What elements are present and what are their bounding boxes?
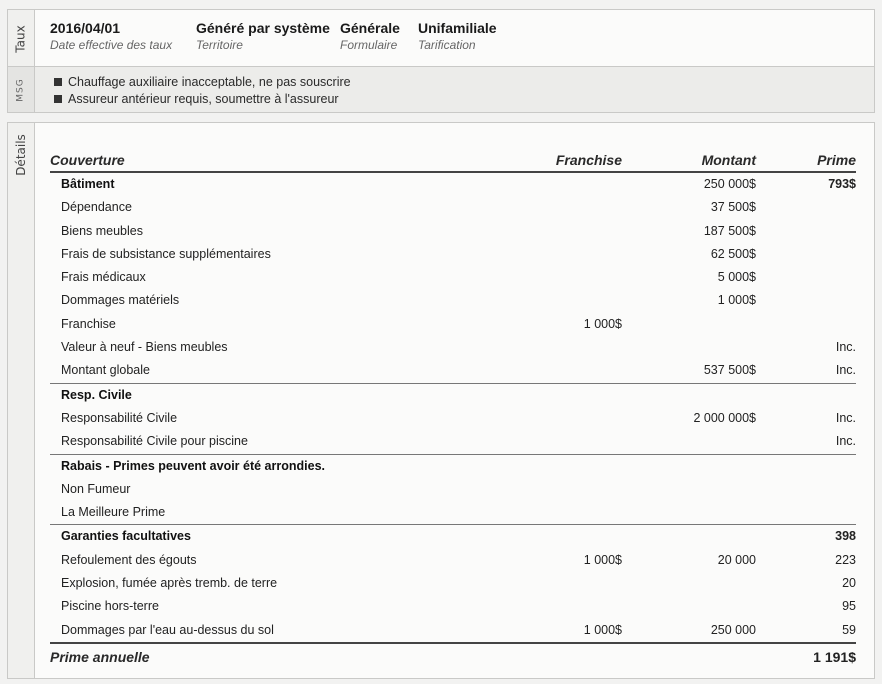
- table-row: [50, 359, 856, 382]
- premium-cell: 793$: [828, 177, 856, 191]
- message-text: Assureur antérieur requis, soumettre à l'assureur: [68, 91, 339, 106]
- rating-label: Tarification: [418, 38, 476, 52]
- table-row: [50, 407, 856, 430]
- square-bullet-icon: [54, 78, 62, 86]
- taux-side-tab[interactable]: [8, 10, 35, 66]
- form-value: Générale: [340, 20, 400, 36]
- table-row: [50, 289, 856, 312]
- coverage-name: Dépendance: [61, 200, 132, 215]
- table-row: [50, 266, 856, 289]
- coverage-name: La Meilleure Prime: [61, 505, 166, 520]
- coverage-name: Explosion, fumée après tremb. de terre: [61, 576, 278, 591]
- deductible-cell: 1 000$: [583, 552, 622, 567]
- premium-cell: Inc.: [835, 410, 856, 425]
- coverage-name: Biens meubles: [61, 223, 143, 238]
- coverage-name: Dommages par l'eau au-dessus du sol: [61, 622, 274, 637]
- premium-cell: Inc.: [835, 434, 856, 449]
- coverage-table: [50, 151, 856, 670]
- table-group-row: [50, 524, 856, 548]
- table-row: [50, 501, 856, 524]
- rating: [418, 20, 497, 52]
- amount-cell: 1 000$: [717, 293, 756, 308]
- territory-value: Généré par système: [196, 20, 330, 36]
- table-row: [50, 336, 856, 359]
- table-row: [50, 220, 856, 243]
- message-panel: [7, 67, 875, 113]
- table-row: [50, 572, 856, 595]
- coverage-name: Resp. Civile: [61, 387, 132, 402]
- details-side-tab[interactable]: [8, 123, 35, 678]
- table-row: [50, 619, 856, 642]
- msg-side-tab[interactable]: [8, 67, 35, 112]
- rate-date-value: 2016/04/01: [50, 20, 121, 36]
- amount-cell: 250 000$: [703, 177, 756, 191]
- details-panel: [7, 122, 875, 679]
- coverage-name: Dommages matériels: [61, 293, 180, 308]
- taux-side-label: Taux: [14, 25, 28, 53]
- table-row: [50, 595, 856, 618]
- premium-cell: Inc.: [835, 363, 856, 378]
- coverage-name: Franchise: [61, 316, 116, 331]
- form-label: Formulaire: [340, 38, 398, 52]
- coverage-name: Responsabilité Civile: [61, 410, 178, 425]
- form: [340, 20, 400, 52]
- header-deductible: Franchise: [555, 152, 622, 168]
- coverage-name: Frais de subsistance supplémentaires: [61, 246, 271, 261]
- rate-effective-date: [50, 20, 172, 52]
- table-row: [50, 196, 856, 219]
- territory: [196, 20, 330, 52]
- message-text: Chauffage auxiliaire inacceptable, ne pas souscrire: [68, 74, 351, 89]
- coverage-name: Rabais - Primes peuvent avoir été arrondies.: [61, 458, 325, 473]
- amount-cell: 2 000 000$: [693, 410, 756, 425]
- coverage-name: Frais médicaux: [61, 270, 146, 285]
- table-row: [50, 313, 856, 336]
- premium-cell: 95: [842, 599, 856, 614]
- table-row: [50, 549, 856, 572]
- amount-cell: 5 000$: [717, 270, 756, 285]
- coverage-name: Responsabilité Civile pour piscine: [61, 434, 248, 449]
- deductible-cell: 1 000$: [583, 622, 622, 637]
- premium-cell: 398: [835, 529, 856, 544]
- amount-cell: 37 500$: [710, 200, 756, 215]
- amount-cell: 62 500$: [710, 246, 756, 261]
- table-row: [50, 430, 856, 453]
- annual-premium-label: Prime annuelle: [50, 648, 150, 665]
- coverage-name: Garanties facultatives: [61, 529, 191, 544]
- details-side-label: Détails: [14, 134, 29, 176]
- premium-cell: 59: [842, 622, 856, 637]
- rate-date-label: Date effective des taux: [50, 38, 173, 52]
- table-group-row: [50, 383, 856, 407]
- premium-cell: Inc.: [835, 340, 856, 355]
- amount-cell: 250 000: [710, 622, 756, 637]
- premium-cell: 20: [842, 576, 856, 591]
- annual-premium-row: [50, 642, 856, 670]
- table-row: [50, 243, 856, 266]
- header-premium: Prime: [817, 152, 856, 168]
- message-item: [54, 90, 351, 107]
- amount-cell: 187 500$: [703, 223, 756, 238]
- msg-side-label: MSG: [15, 78, 26, 102]
- coverage-name: Valeur à neuf - Biens meubles: [61, 340, 228, 355]
- coverage-name: Non Fumeur: [61, 481, 131, 496]
- amount-cell: 537 500$: [703, 363, 756, 378]
- table-body: [50, 173, 856, 642]
- deductible-cell: 1 000$: [583, 316, 622, 331]
- amount-cell: 20 000: [717, 552, 756, 567]
- premium-cell: 223: [835, 552, 856, 567]
- coverage-name: Bâtiment: [61, 177, 115, 191]
- table-header: [50, 151, 856, 173]
- table-row: [50, 478, 856, 501]
- coverage-name: Refoulement des égouts: [61, 552, 197, 567]
- message-item: [54, 73, 351, 90]
- square-bullet-icon: [54, 95, 62, 103]
- message-list: [54, 73, 351, 107]
- territory-label: Territoire: [196, 38, 243, 52]
- header-amount: Montant: [701, 152, 756, 168]
- header-coverage: Couverture: [50, 152, 125, 168]
- coverage-name: Montant globale: [61, 363, 150, 378]
- table-group-row: [50, 454, 856, 478]
- rating-value: Unifamiliale: [418, 20, 497, 36]
- table-group-row: [50, 173, 856, 196]
- annual-premium-value: 1 191$: [813, 648, 856, 665]
- coverage-name: Piscine hors-terre: [61, 599, 159, 614]
- taux-panel: [7, 9, 875, 67]
